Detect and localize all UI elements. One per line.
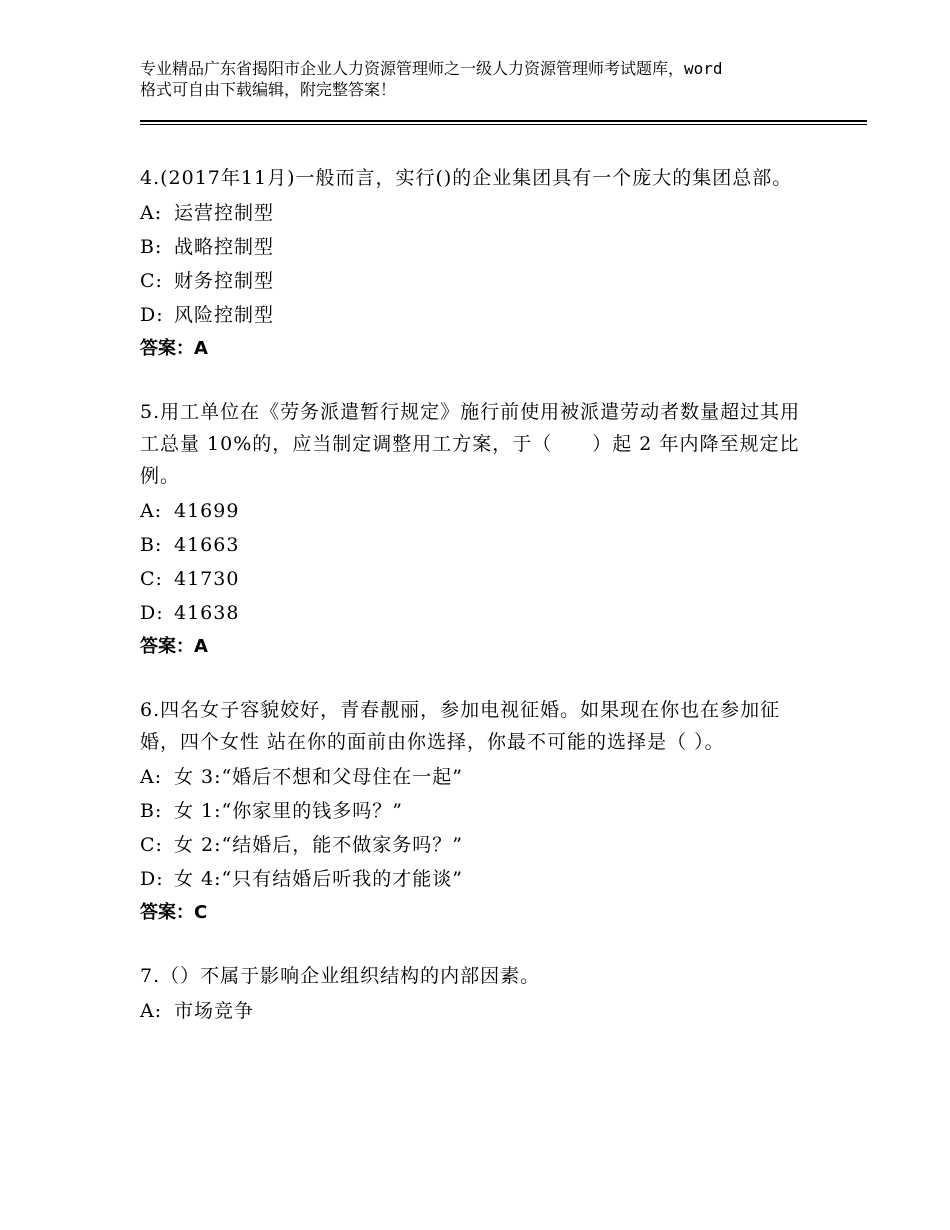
option-text: 风险控制型 (174, 304, 275, 326)
option-text: 41663 (174, 534, 240, 556)
option-d (140, 862, 810, 896)
question-stem: 5.用工单位在《劳务派遣暂行规定》施行前使用被派遣劳动者数量超过其用工总量 10%的，应当制定调整用工方案，于（ ）起 2 年内降至规定比例。 (140, 401, 801, 487)
option-c (140, 562, 810, 596)
option-b (140, 528, 810, 562)
option-letter: D: (140, 602, 164, 624)
option-letter: C: (140, 834, 163, 856)
option-text: 女 3:“婚后不想和父母住在一起” (174, 766, 463, 788)
option-text: 女 4:“只有结婚后听我的才能谈” (174, 868, 463, 890)
header-divider (140, 120, 867, 125)
option-a (140, 994, 810, 1028)
option-a (140, 760, 810, 794)
answer-label: 答案：A (140, 636, 208, 657)
option-text: 战略控制型 (174, 236, 275, 258)
option-text: 41638 (174, 602, 240, 624)
option-text: 财务控制型 (174, 270, 275, 292)
option-b (140, 794, 810, 828)
option-letter: B: (140, 236, 163, 258)
option-a (140, 196, 810, 230)
question-stem: 7.（）不属于影响企业组织结构的内部因素。 (140, 965, 541, 987)
question-4 (140, 162, 810, 366)
question-list (140, 162, 810, 1058)
question-stem: 4.(2017年11月)一般而言，实行()的企业集团具有一个庞大的集团总部。 (140, 167, 793, 189)
option-d (140, 298, 810, 332)
option-text: 41730 (174, 568, 240, 590)
option-letter: A: (140, 500, 163, 522)
question-5 (140, 396, 810, 664)
question-6 (140, 694, 810, 930)
option-letter: D: (140, 868, 164, 890)
option-letter: A: (140, 1000, 163, 1022)
option-text: 市场竞争 (174, 1000, 255, 1022)
header-title-line-1: 专业精品广东省揭阳市企业人力资源管理师之一级人力资源管理师考试题库，word (140, 59, 723, 78)
document-header (140, 58, 830, 100)
option-text: 女 2:“结婚后，能不做家务吗？” (174, 834, 463, 856)
question-stem: 6.四名女子容貌姣好，青春靓丽，参加电视征婚。如果现在你也在参加征婚，四个女性 站在你的面前由你选择，你最不可能的选择是（ ）。 (140, 699, 781, 753)
option-c (140, 828, 810, 862)
option-letter: B: (140, 534, 163, 556)
option-a (140, 494, 810, 528)
option-letter: C: (140, 568, 163, 590)
option-text: 运营控制型 (174, 202, 275, 224)
option-letter: A: (140, 766, 163, 788)
header-title-line-2: 格式可自由下载编辑，附完整答案！ (140, 80, 397, 99)
option-b (140, 230, 810, 264)
option-letter: A: (140, 202, 163, 224)
answer-label: 答案：A (140, 338, 208, 359)
option-letter: B: (140, 800, 163, 822)
option-text: 41699 (174, 500, 240, 522)
option-text: 女 1:“你家里的钱多吗？” (174, 800, 403, 822)
question-7 (140, 960, 810, 1028)
option-letter: C: (140, 270, 163, 292)
option-letter: D: (140, 304, 164, 326)
option-c (140, 264, 810, 298)
answer-label: 答案：C (140, 902, 208, 923)
option-d (140, 596, 810, 630)
